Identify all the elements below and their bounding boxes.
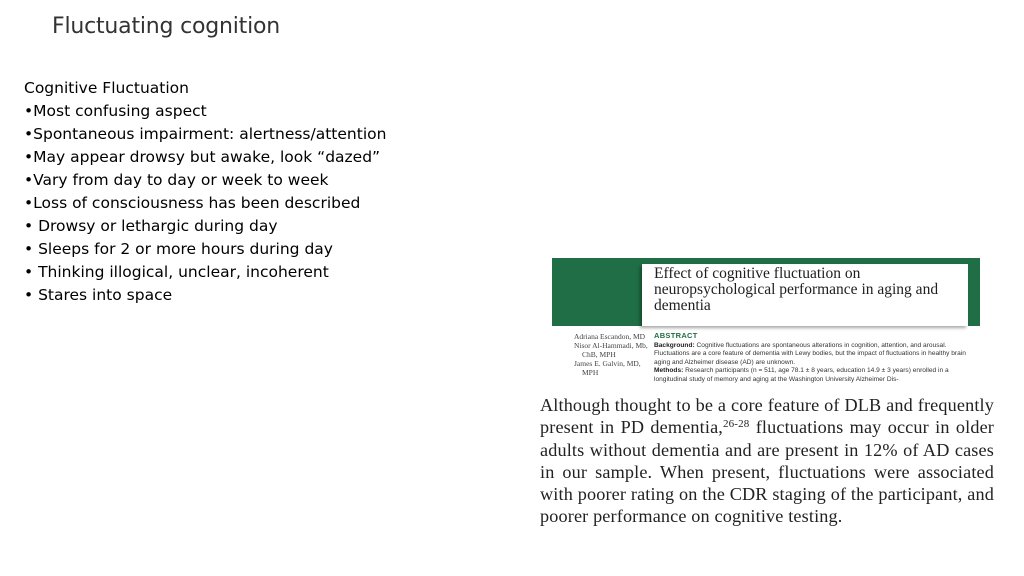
list-item: •Most confusing aspect [24,102,207,120]
list-heading: Cognitive Fluctuation [24,79,189,97]
article-excerpt-image [552,258,980,388]
article-title-box [642,264,968,326]
background-label: Background: [654,341,695,349]
slide-title: Fluctuating cognition [52,14,281,39]
article-quote [540,394,994,528]
abstract-background [654,342,976,368]
abstract-methods [654,367,976,384]
methods-text: Research participants (n = 511, age 78.1 ± 8 years, education 14.9 ± 3 years) enrolled in a longitudinal study of memory and aging at the Washington University Alzheimer Dis- [654,367,949,383]
quote-text-end: fluctuations may occur in older adults without dementia and are present in 12% of AD cases in our sample. When present, fluctuations were associated with poorer rating on the CDR staging of the participant, and poorer performance on cognitive testing. [540,417,995,527]
list-item: • Drowsy or lethargic during day [24,217,278,235]
list-item: •Spontaneous impairment: alertness/attention [24,125,387,143]
list-item: • Sleeps for 2 or more hours during day [24,240,333,258]
quote-text-start: Although thought to be a core feature of DLB and frequently present in PD dementia, [540,395,994,438]
author-line: MPH [582,368,599,377]
author-line: Adriana Escandon, MD [574,332,646,341]
list-item: •Vary from day to day or week to week [24,171,329,189]
quote-citation: 26-28 [723,418,750,431]
author-line: James E. Galvin, MD, [574,359,641,368]
methods-label: Methods: [654,367,684,375]
list-item: •May appear drowsy but awake, look “dazed” [24,148,381,166]
article-title: Effect of cognitive fluctuation on neuropsychological performance in aging and dementia [654,265,939,314]
article-abstract [654,332,976,385]
bullet-list [24,77,386,307]
article-authors [574,332,646,377]
article-header-band [552,258,980,326]
background-text: Cognitive fluctuations are spontaneous alterations in cognition, attention, and arousal. Fluctuations are a core feature of dementia with Lewy bodies, but the impact of fluctuations in healthy brain aging and Alzheimer disease (AD) are unknown. [654,341,966,366]
author-line: Nisor Al-Hammadi, Mb, [574,341,648,350]
list-item: • Thinking illogical, unclear, incoherent [24,263,329,281]
abstract-heading: ABSTRACT [654,331,698,340]
list-item: • Stares into space [24,286,173,304]
author-line: ChB, MPH [582,350,616,359]
list-item: •Loss of consciousness has been described [24,194,361,212]
